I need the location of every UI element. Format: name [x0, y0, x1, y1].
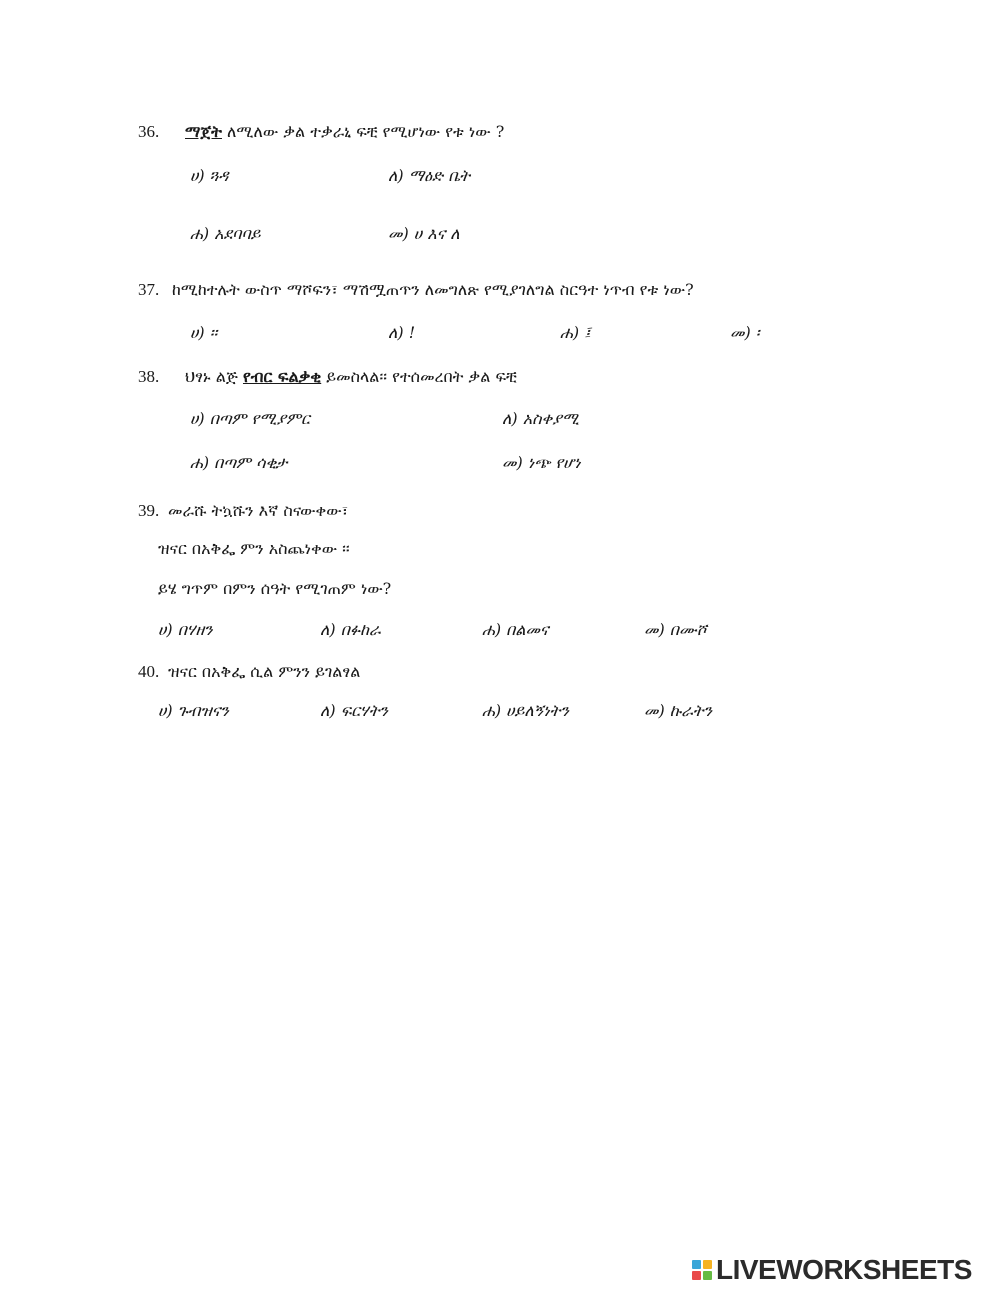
logo-square-4 [703, 1271, 712, 1280]
question-39-line-1: ዝናር በአቅፌ ምን አስጨነቀው ፡፡ [158, 539, 350, 558]
question-38-prompt: ይመስላል፡፡ የተሰመረበት ቃል ፍቺ [321, 367, 517, 386]
question-37-number: 37. [138, 280, 160, 299]
question-39-option-c[interactable]: ሐ) በልመና [482, 620, 549, 639]
question-36-option-d[interactable]: መ) ሀ እና ለ [388, 224, 460, 243]
question-39-text: መራሹ ትኳሹን እኛ ስናውቀው፣ [168, 501, 349, 520]
logo-square-3 [692, 1271, 701, 1280]
logo-square-1 [692, 1260, 701, 1269]
liveworksheets-logo[interactable] [692, 1253, 972, 1287]
question-36-option-c[interactable]: ሐ) አደባባይ [190, 224, 261, 243]
question-38-option-c[interactable]: ሐ) በጣም ሳቂታ [190, 453, 288, 472]
question-38-number: 38. [138, 367, 160, 386]
question-40-text: ዝናር በአቅፌ ሲል ምንን ይገልፃል [168, 662, 361, 681]
question-36-number: 36. [138, 122, 160, 141]
question-38-option-a[interactable]: ሀ) በጣም የሚያምር [190, 409, 310, 428]
question-37-option-c[interactable]: ሐ) ፤ [560, 323, 591, 342]
question-40-option-c[interactable]: ሐ) ሀይለኝነትን [482, 701, 569, 720]
question-36-prompt: ለሚለው ቃል ተቃራኒ ፍቺ የሚሆነው የቱ ነው ? [221, 122, 505, 141]
question-39-option-d[interactable]: መ) በሙሾ [644, 620, 707, 639]
question-37-option-a[interactable]: ሀ) ፡፡ [190, 323, 218, 342]
question-40-option-d[interactable]: መ) ኩራትን [644, 701, 712, 720]
question-40-number: 40. [138, 662, 160, 681]
question-38-option-d[interactable]: መ) ነጭ የሆነ [502, 453, 581, 472]
logo-text: LIVEWORKSHEETS [716, 1254, 972, 1285]
question-39-option-a[interactable]: ሀ) በሃዘን [158, 620, 213, 639]
logo-grid-icon [692, 1260, 712, 1280]
question-37-option-b[interactable]: ለ) ! [388, 323, 416, 342]
question-36-option-a[interactable]: ሀ) ጓዳ [190, 166, 229, 185]
question-39-option-b[interactable]: ለ) በፉከራ [320, 620, 381, 639]
question-38-option-b[interactable]: ለ) አስቀያሚ [502, 409, 579, 428]
question-36-keyword: ማጀት [185, 122, 222, 141]
question-38-pre: ህፃኑ ልጅ [185, 367, 243, 386]
question-37-option-d[interactable]: መ) ፡ [730, 323, 760, 342]
question-36-text [185, 122, 504, 142]
question-36-option-b[interactable]: ለ) ማዕድ ቤት [388, 166, 471, 185]
question-38-text [185, 367, 517, 387]
question-40-option-a[interactable]: ሀ) ጉብዝናን [158, 701, 229, 720]
logo-square-2 [703, 1260, 712, 1269]
question-39-number: 39. [138, 501, 160, 520]
question-40-option-b[interactable]: ለ) ፍርሃትን [320, 701, 388, 720]
question-37-text: ከሚከተሉት ውስጥ ማሾፍን፣ ማሽሟጠጥን ለመግለጽ የሚያገለግል ስርዓተ ነጥብ የቱ ነው? [172, 280, 694, 299]
question-39-line-2: ይሄ ግጥም በምን ሰዓት የሚገጠም ነው? [158, 579, 392, 598]
question-38-keyword: የብር ፍልቃቂ [242, 367, 322, 386]
